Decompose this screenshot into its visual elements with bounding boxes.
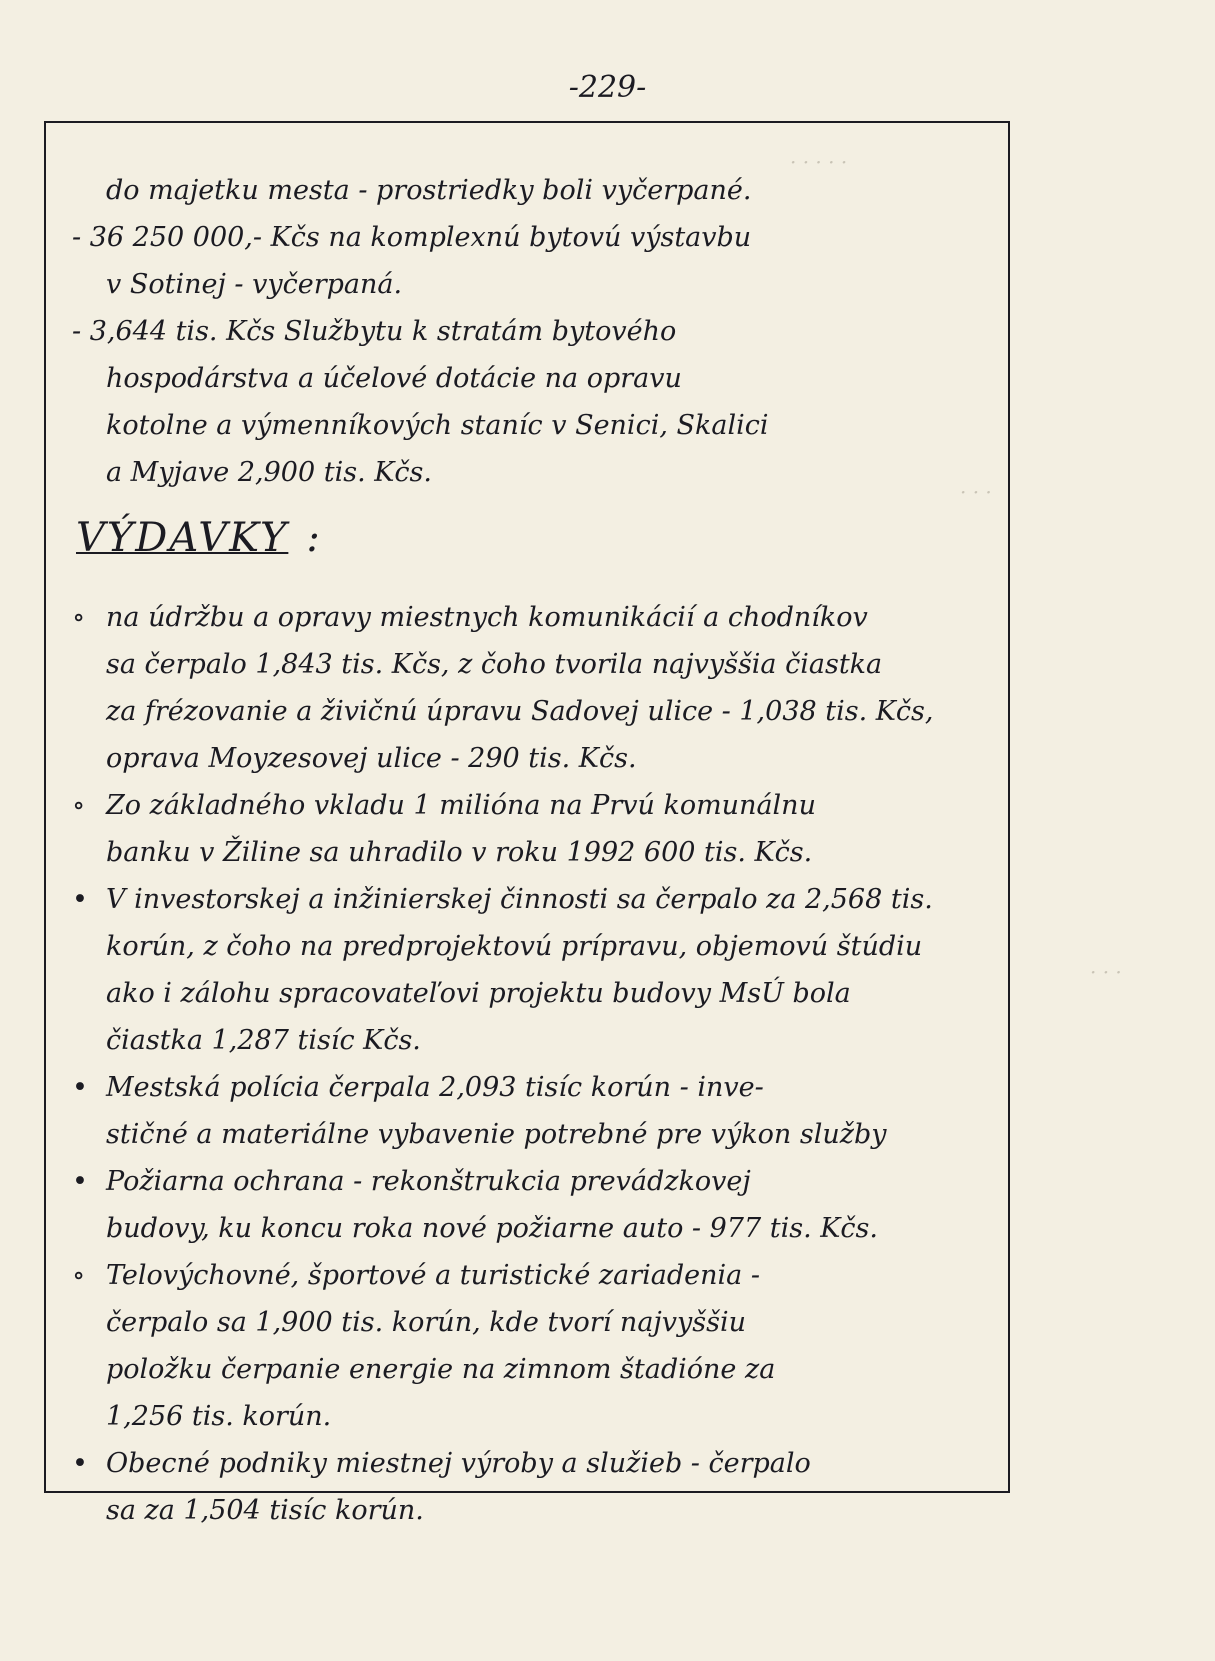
list-item-line: Telovýchovné, športové a turistické zariadenia -	[106, 1260, 760, 1291]
list-item-line: Zo základného vkladu 1 milióna na Prvú komunálnu	[106, 790, 816, 821]
page-number: -229-	[568, 70, 647, 105]
list-item-line: sa čerpalo 1,843 tis. Kčs, z čoho tvorila najvyššia čiastka	[106, 649, 883, 680]
list-item-line: V investorskej a inžinierskej činnosti sa čerpalo za 2,568 tis.	[106, 884, 933, 915]
list-item-line: banku v Žiline sa uhradilo v roku 1992 600 tis. Kčs.	[106, 837, 813, 868]
bullet-mark: •	[72, 1166, 88, 1197]
list-item-line: za frézovanie a živičnú úpravu Sadovej ulice - 1,038 tis. Kčs,	[106, 696, 934, 727]
intro-section	[72, 167, 982, 496]
list-item-line: oprava Moyzesovej ulice - 290 tis. Kčs.	[106, 743, 637, 774]
handwritten-text	[46, 123, 1008, 1526]
section-heading	[76, 510, 982, 566]
list-item	[66, 782, 982, 876]
bullet-mark: •	[72, 1448, 88, 1479]
bullet-mark: ∘	[72, 1260, 86, 1291]
heading-colon: :	[306, 515, 322, 561]
list-item-line: budovy, ku koncu roka nové požiarne auto - 977 tis. Kčs.	[106, 1213, 878, 1244]
list-item-line: Požiarna ochrana - rekonštrukcia prevádzkovej	[106, 1166, 751, 1197]
list-item	[66, 1440, 982, 1534]
intro-line: - 3,644 tis. Kčs Službytu k stratám bytového	[72, 316, 677, 347]
bullet-mark: •	[72, 884, 88, 915]
bullet-mark: ∘	[72, 790, 86, 821]
list-item	[66, 1064, 982, 1158]
show-through-mark: · · ·	[960, 480, 992, 504]
text-frame	[44, 121, 1010, 1526]
list-item	[66, 1252, 982, 1440]
list-item-line: na údržbu a opravy miestnych komunikácií a chodníkov	[106, 602, 868, 633]
list-item	[66, 1158, 982, 1252]
list-item-line: ako i zálohu spracovateľovi projektu budovy MsÚ bola	[106, 978, 851, 1009]
expenses-list	[66, 594, 982, 1534]
bullet-mark: •	[72, 1072, 88, 1103]
list-item	[66, 594, 982, 782]
list-item-line: stičné a materiálne vybavenie potrebné pre výkon služby	[106, 1119, 887, 1150]
list-item-line: položku čerpanie energie na zimnom štadióne za	[106, 1354, 776, 1385]
intro-line: hospodárstva a účelové dotácie na opravu	[106, 363, 682, 394]
list-item-line: čerpalo sa 1,900 tis. korún, kde tvorí najvyššiu	[106, 1307, 747, 1338]
show-through-mark: · · · · ·	[790, 150, 848, 174]
bullet-mark: ∘	[72, 602, 86, 633]
list-item	[66, 876, 982, 1064]
heading-text: VÝDAVKY	[76, 515, 289, 561]
intro-line: kotolne a výmenníkových staníc v Senici, Skalici	[106, 410, 769, 441]
list-item-line: korún, z čoho na predprojektovú prípravu, objemovú štúdiu	[106, 931, 923, 962]
show-through-mark: · · ·	[1090, 960, 1122, 984]
list-item-line: Obecné podniky miestnej výroby a služieb - čerpalo	[106, 1448, 811, 1479]
intro-line: a Myjave 2,900 tis. Kčs.	[106, 457, 432, 488]
intro-line: do majetku mesta - prostriedky boli vyčerpané.	[106, 175, 752, 206]
intro-line: - 36 250 000,- Kčs na komplexnú bytovú výstavbu	[72, 222, 752, 253]
list-item-line: 1,256 tis. korún.	[106, 1401, 332, 1432]
intro-line: v Sotinej - vyčerpaná.	[106, 269, 403, 300]
list-item-line: Mestská polícia čerpala 2,093 tisíc korún - inve-	[106, 1072, 764, 1103]
list-item-line: sa za 1,504 tisíc korún.	[106, 1495, 424, 1526]
list-item-line: čiastka 1,287 tisíc Kčs.	[106, 1025, 421, 1056]
